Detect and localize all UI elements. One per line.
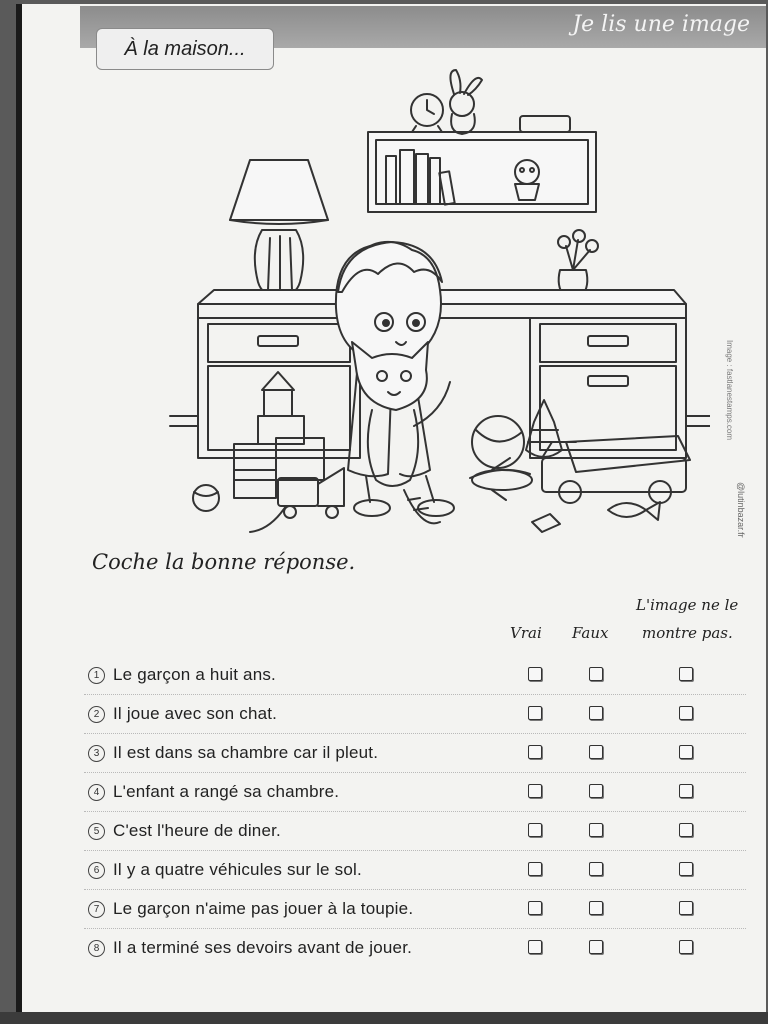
checkbox-false[interactable] [589,823,603,837]
flower-vase-icon [558,230,598,296]
question-number: 8 [88,940,105,957]
question-number: 5 [88,823,105,840]
question-number: 4 [88,784,105,801]
question-number: 7 [88,901,105,918]
question-row-2 [84,695,746,734]
question-text: Il est dans sa chambre car il pleut. [113,743,379,762]
lamp-icon [230,160,328,298]
toy-car-icon [532,514,560,532]
question-row-6 [84,851,746,890]
checkbox-true[interactable] [528,940,542,954]
bunny-toy-icon [450,70,482,134]
big-ball-icon [472,416,524,468]
col-head-unknown-line1: L'image ne le [636,596,739,614]
checkbox-false[interactable] [589,667,603,681]
page-title: À la maison... [96,28,274,70]
checkbox-true[interactable] [528,784,542,798]
worksheet-page [22,4,766,1012]
question-row-4 [84,773,746,812]
checkbox-false[interactable] [589,784,603,798]
checkbox-false[interactable] [589,706,603,720]
checkbox-false[interactable] [589,940,603,954]
col-head-true: Vrai [510,624,542,642]
checkbox-false[interactable] [589,901,603,915]
question-text: Il a terminé ses devoirs avant de jouer. [113,938,413,957]
question-number: 3 [88,745,105,762]
checkbox-unknown[interactable] [679,823,693,837]
question-number: 2 [88,706,105,723]
bookshelf-icon [368,116,596,212]
question-text: L'enfant a rangé sa chambre. [113,782,340,801]
checkbox-true[interactable] [528,706,542,720]
instruction-text: Coche la bonne réponse. [92,550,356,574]
checkbox-true[interactable] [528,745,542,759]
question-number: 6 [88,862,105,879]
spinning-top-icon [526,400,562,457]
scan-bottom-edge [0,1012,768,1024]
site-credit: @lutinbazar.fr [736,482,746,538]
checkbox-unknown[interactable] [679,784,693,798]
toy-truck-icon [250,468,344,532]
toy-fish-icon [608,502,660,520]
col-head-false: Faux [572,624,609,642]
checkbox-unknown[interactable] [679,706,693,720]
checkbox-true[interactable] [528,667,542,681]
checkbox-unknown[interactable] [679,745,693,759]
room-illustration [130,60,710,540]
question-text: Il joue avec son chat. [113,704,278,723]
question-row-3 [84,734,746,773]
question-row-8 [84,929,746,967]
small-ball-icon [193,485,219,511]
col-head-unknown-line2: montre pas. [642,624,733,642]
question-text: Le garçon a huit ans. [113,665,276,684]
checkbox-unknown[interactable] [679,940,693,954]
question-text: Il y a quatre véhicules sur le sol. [113,860,362,879]
checkbox-unknown[interactable] [679,901,693,915]
checkbox-false[interactable] [589,862,603,876]
dump-truck-icon [542,436,690,503]
toy-plane-icon [470,458,532,500]
question-text: Le garçon n'aime pas jouer à la toupie. [113,899,414,918]
question-row-5 [84,812,746,851]
checkbox-true[interactable] [528,901,542,915]
cat-icon [352,342,450,523]
question-row-7 [84,890,746,929]
clock-icon [411,94,443,132]
question-list [84,656,746,967]
section-title: Je lis une image [572,12,750,37]
question-row-1 [84,656,746,695]
checkbox-false[interactable] [589,745,603,759]
image-credit: Image : fastlanestamps.com [725,340,734,441]
checkbox-true[interactable] [528,862,542,876]
question-text: C'est l'heure de diner. [113,821,281,840]
question-number: 1 [88,667,105,684]
checkbox-true[interactable] [528,823,542,837]
checkbox-unknown[interactable] [679,862,693,876]
checkbox-unknown[interactable] [679,667,693,681]
